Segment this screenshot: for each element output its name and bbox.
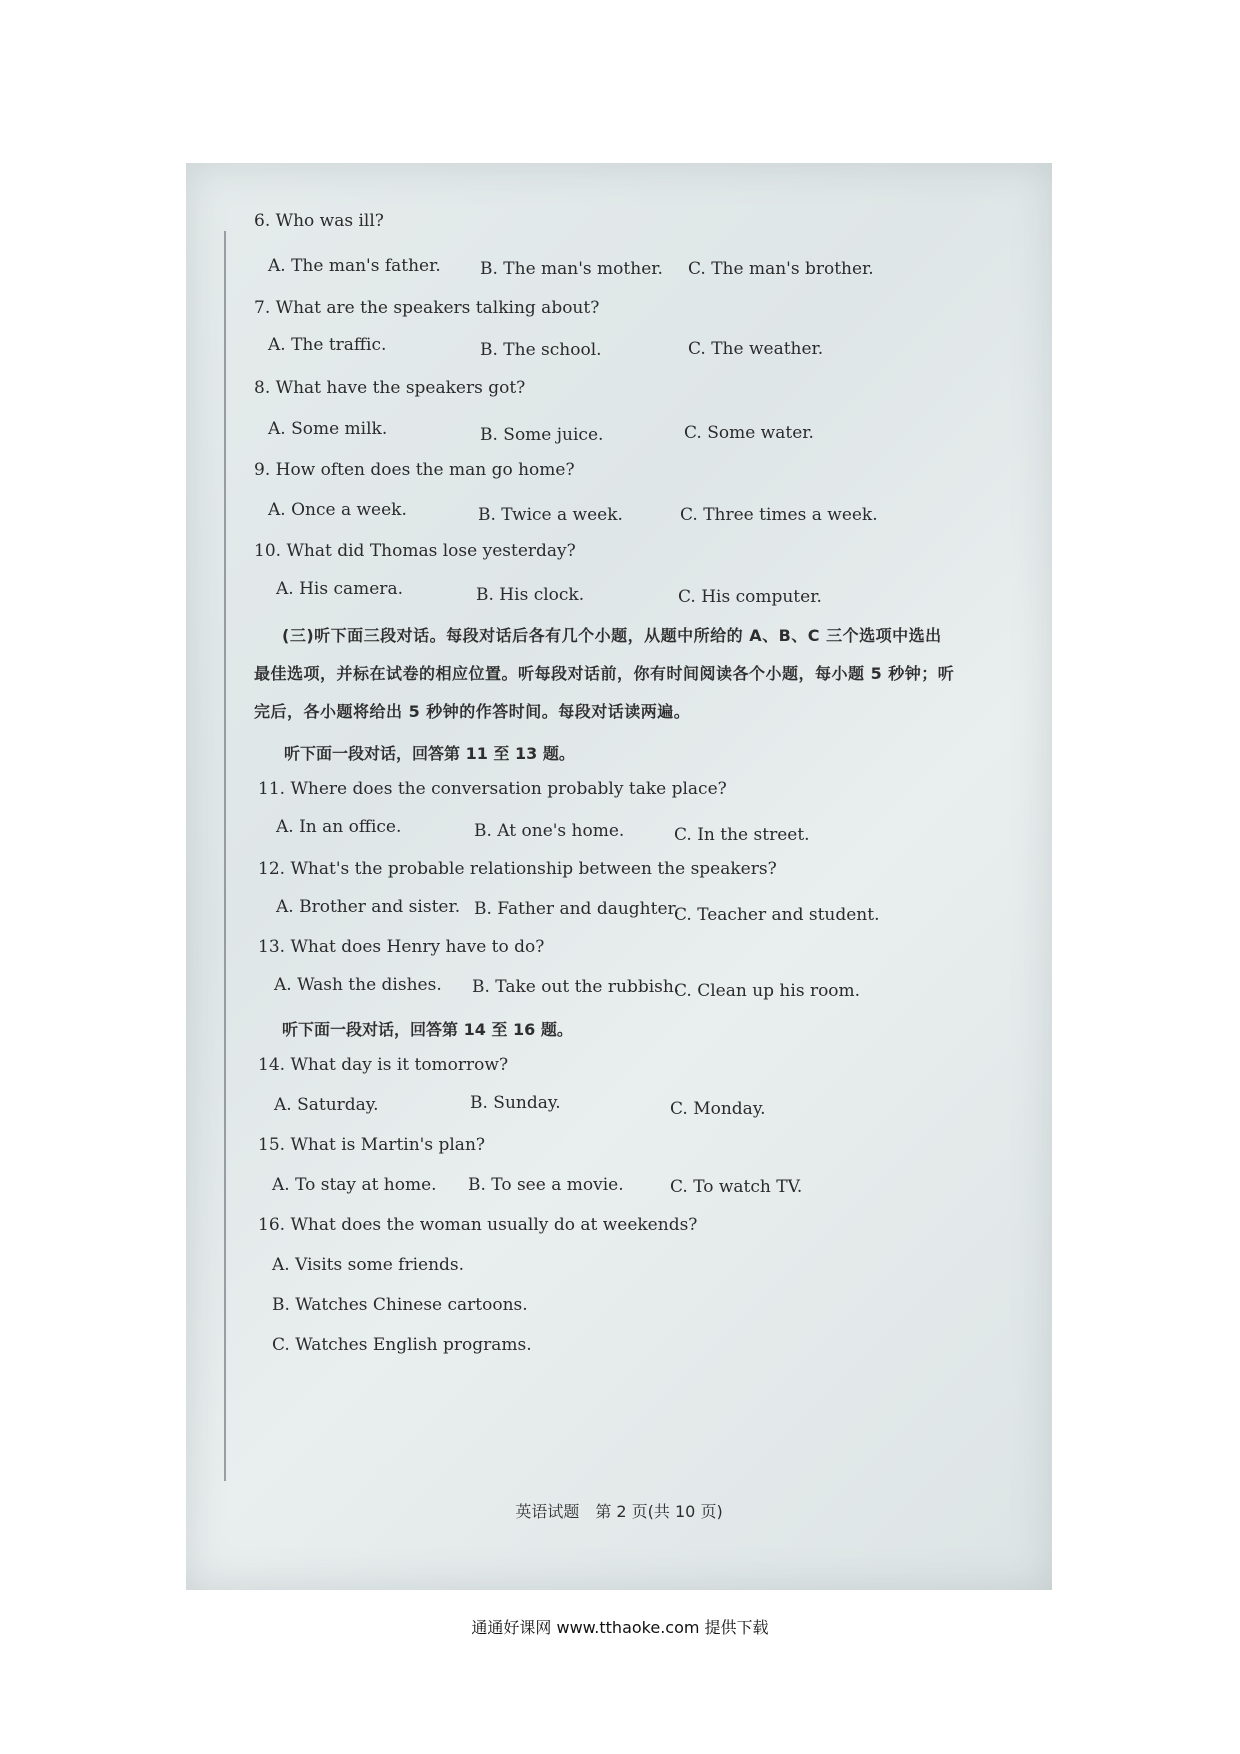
option-9a: A. Once a week. (268, 500, 407, 520)
option-11b: B. At one's home. (474, 821, 625, 841)
option-7c: C. The weather. (688, 339, 824, 359)
question-12: 12. What's the probable relationship between the speakers? (258, 859, 777, 879)
dialog-1-intro: 听下面一段对话，回答第 11 至 13 题。 (284, 744, 575, 763)
option-12c: C. Teacher and student. (674, 905, 880, 925)
option-9c: C. Three times a week. (680, 505, 878, 525)
option-15c: C. To watch TV. (670, 1177, 803, 1197)
option-11a: A. In an office. (276, 817, 402, 837)
question-6: 6. Who was ill? (254, 211, 384, 231)
option-10c: C. His computer. (678, 587, 822, 607)
section-3-instruction-line-2: 最佳选项，并标在试卷的相应位置。听每段对话前，你有时间阅读各个小题，每小题 5 秒钟；听 (254, 664, 955, 683)
dialog-2-intro: 听下面一段对话，回答第 14 至 16 题。 (282, 1020, 573, 1039)
question-9: 9. How often does the man go home? (254, 460, 575, 480)
question-16: 16. What does the woman usually do at weekends? (258, 1215, 698, 1235)
option-13c: C. Clean up his room. (674, 981, 861, 1001)
option-14c: C. Monday. (670, 1099, 766, 1119)
option-6b: B. The man's mother. (480, 259, 663, 279)
section-3-instruction-line-3: 完后，各小题将给出 5 秒钟的作答时间。每段对话读两遍。 (254, 702, 691, 721)
option-6a: A. The man's father. (268, 256, 441, 276)
option-8c: C. Some water. (684, 423, 814, 443)
option-15b: B. To see a movie. (468, 1175, 624, 1195)
question-10: 10. What did Thomas lose yesterday? (254, 541, 576, 561)
option-8b: B. Some juice. (480, 425, 604, 445)
option-14b: B. Sunday. (470, 1093, 561, 1113)
question-11: 11. Where does the conversation probably take place? (258, 779, 727, 799)
option-12a: A. Brother and sister. (276, 897, 461, 917)
option-16a: A. Visits some friends. (272, 1255, 465, 1275)
option-6c: C. The man's brother. (688, 259, 874, 279)
option-11c: C. In the street. (674, 825, 810, 845)
option-10a: A. His camera. (276, 579, 403, 599)
option-16b: B. Watches Chinese cartoons. (272, 1295, 528, 1315)
option-13b: B. Take out the rubbish. (472, 977, 680, 997)
question-8: 8. What have the speakers got? (254, 378, 526, 398)
exam-paper (186, 163, 1052, 1590)
option-12b: B. Father and daughter. (474, 899, 680, 919)
option-7b: B. The school. (480, 340, 602, 360)
section-3-instruction-line-1: (三)听下面三段对话。每段对话后各有几个小题，从题中所给的 A、B、C 三个选项中选出 (282, 626, 942, 645)
question-15: 15. What is Martin's plan? (258, 1135, 486, 1155)
option-7a: A. The traffic. (268, 335, 387, 355)
option-9b: B. Twice a week. (478, 505, 623, 525)
option-10b: B. His clock. (476, 585, 585, 605)
question-14: 14. What day is it tomorrow? (258, 1055, 509, 1075)
option-8a: A. Some milk. (268, 419, 388, 439)
option-15a: A. To stay at home. (272, 1175, 437, 1195)
option-13a: A. Wash the dishes. (274, 975, 442, 995)
option-14a: A. Saturday. (274, 1095, 379, 1115)
question-13: 13. What does Henry have to do? (258, 937, 545, 957)
site-footer: 通通好课网 www.tthaoke.com 提供下载 (471, 1618, 769, 1637)
page-number-footer: 英语试题 第 2 页(共 10 页) (515, 1502, 723, 1521)
option-16c: C. Watches English programs. (272, 1335, 532, 1355)
question-7: 7. What are the speakers talking about? (254, 298, 600, 318)
